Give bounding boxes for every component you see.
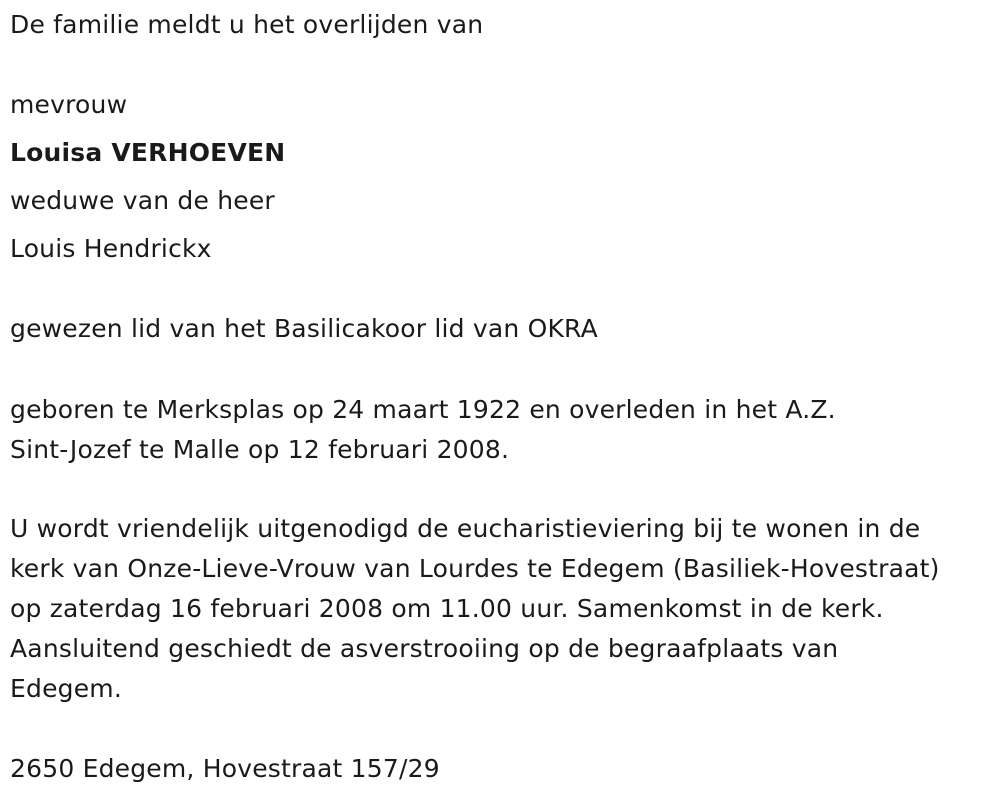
birth-death-paragraph — [10, 390, 836, 470]
invitation-line: op zaterdag 16 februari 2008 om 11.00 uur. Samenkomst in de kerk. — [10, 594, 884, 623]
spouse-name: Louis Hendrickx — [10, 234, 212, 263]
salutation: mevrouw — [10, 90, 128, 119]
relation-text: weduwe van de heer — [10, 186, 275, 215]
deceased-name: Louisa VERHOEVEN — [10, 138, 286, 167]
membership-text: gewezen lid van het Basilicakoor lid van OKRA — [10, 314, 598, 343]
invitation-paragraph — [10, 509, 940, 709]
birth-death-line: geboren te Merksplas op 24 maart 1922 en overleden in het A.Z. — [10, 395, 836, 424]
invitation-line: Aansluitend geschiedt de asverstrooiing op de begraafplaats van — [10, 634, 839, 663]
intro-text: De familie meldt u het overlijden van — [10, 10, 484, 39]
invitation-line: kerk van Onze-Lieve-Vrouw van Lourdes te Edegem (Basiliek-Hovestraat) — [10, 554, 940, 583]
birth-death-line: Sint-Jozef te Malle op 12 februari 2008. — [10, 435, 510, 464]
address-text: 2650 Edegem, Hovestraat 157/29 — [10, 754, 440, 783]
invitation-line: U wordt vriendelijk uitgenodigd de eucharistieviering bij te wonen in de — [10, 514, 921, 543]
invitation-line: Edegem. — [10, 674, 122, 703]
